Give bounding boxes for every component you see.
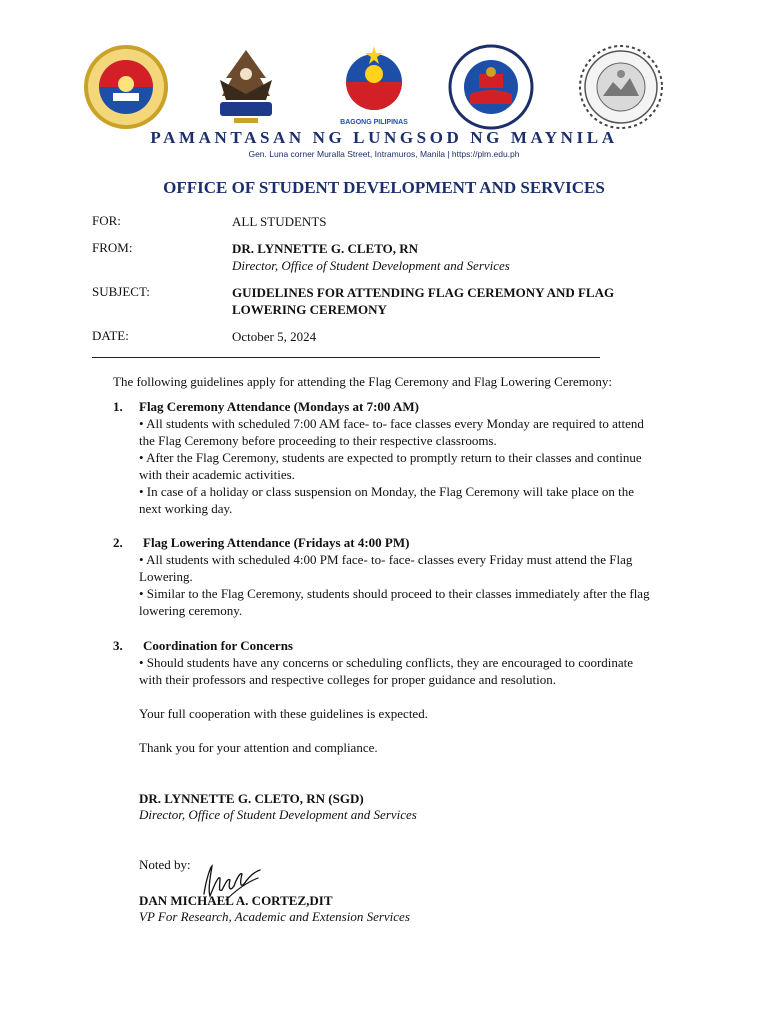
plm-haribon-logo-icon: [214, 44, 278, 130]
secondary-signatory-title: VP For Research, Academic and Extension Services: [139, 909, 410, 924]
osds-seal-icon: [578, 44, 664, 130]
section-line: • Should students have any concerns or scheduling conflicts, they are encouraged to coordinate: [139, 655, 634, 670]
section-line: • All students with scheduled 7:00 AM face- to- face classes every Monday are required to attend: [139, 416, 644, 431]
section-title: Flag Ceremony Attendance (Mondays at 7:00 AM): [139, 399, 419, 414]
memo-date-label: DATE:: [92, 328, 129, 343]
section-body: [139, 534, 683, 619]
section-line: • All students with scheduled 4:00 PM face- to- face- classes every Friday must attend the Flag: [139, 552, 633, 567]
thanks-paragraph: Thank you for your attention and compliance.: [139, 740, 378, 755]
office-title: OFFICE OF STUDENT DEVELOPMENT AND SERVICES: [163, 178, 605, 197]
memo-from-name: DR. LYNNETTE G. CLETO, RN: [232, 241, 419, 256]
memo-for-value: ALL STUDENTS: [232, 214, 327, 229]
cooperation-paragraph: Your full cooperation with these guidelines is expected.: [139, 706, 428, 721]
university-name: PAMANTASAN NG LUNGSOD NG MAYNILA: [150, 128, 618, 147]
section-line: with their professors and respective colleges for proper guidance and resolution.: [139, 672, 556, 687]
memo-subject-line: GUIDELINES FOR ATTENDING FLAG CEREMONY AND FLAG: [232, 285, 615, 300]
section-title: Coordination for Concerns: [143, 638, 293, 653]
bagong-pilipinas-logo-icon: [338, 44, 410, 130]
section-line: the Flag Ceremony before proceeding to their respective classrooms.: [139, 433, 497, 448]
noted-by-label: Noted by:: [139, 857, 191, 872]
section-number: 2.: [113, 535, 123, 550]
section-line: • After the Flag Ceremony, students are expected to promptly return to their classes and continue: [139, 450, 642, 465]
memo-from-block: [232, 240, 652, 274]
memo-from-label: FROM:: [92, 240, 133, 255]
university-address: Gen. Luna corner Muralla Street, Intramuros, Manila | https://plm.edu.ph: [248, 149, 520, 159]
primary-signatory-title: Director, Office of Student Development and Services: [139, 807, 417, 822]
section-line: • Similar to the Flag Ceremony, students should proceed to their classes immediately after the flag: [139, 586, 650, 601]
memo-for-label: FOR:: [92, 213, 121, 228]
section-number: 1.: [113, 399, 123, 414]
section-line: next working day.: [139, 501, 233, 516]
bagong-pilipinas-text: BAGONG PILIPINAS: [340, 119, 408, 126]
memo-date-value: October 5, 2024: [232, 329, 317, 344]
section-body: [139, 637, 683, 688]
section-line: Lowering.: [139, 569, 193, 584]
section-line: with their academic activities.: [139, 467, 295, 482]
section-number: 3.: [113, 638, 123, 653]
section-line: • In case of a holiday or class suspension on Monday, the Flag Ceremony will take place on the: [139, 484, 635, 499]
secondary-signatory-name: DAN MICHAEL A. CORTEZ,DIT: [139, 893, 333, 908]
header-logos: [0, 44, 768, 130]
memo-subject-block: [232, 284, 652, 318]
memo-from-title: Director, Office of Student Development and Services: [232, 258, 510, 273]
section-line: lowering ceremony.: [139, 603, 243, 618]
primary-signatory-name: DR. LYNNETTE G. CLETO, RN (SGD): [139, 791, 364, 806]
section-title: Flag Lowering Attendance (Fridays at 4:00 PM): [143, 535, 410, 550]
section-body: [139, 398, 679, 517]
memo-subject-line: LOWERING CEREMONY: [232, 302, 387, 317]
memo-subject-label: SUBJECT:: [92, 284, 150, 299]
intro-paragraph: The following guidelines apply for attending the Flag Ceremony and Flag Lowering Ceremony:: [113, 374, 612, 389]
plm-seal-icon: [80, 44, 172, 130]
header-divider: [92, 357, 600, 358]
lungsod-ng-maynila-seal-icon: [448, 44, 534, 130]
